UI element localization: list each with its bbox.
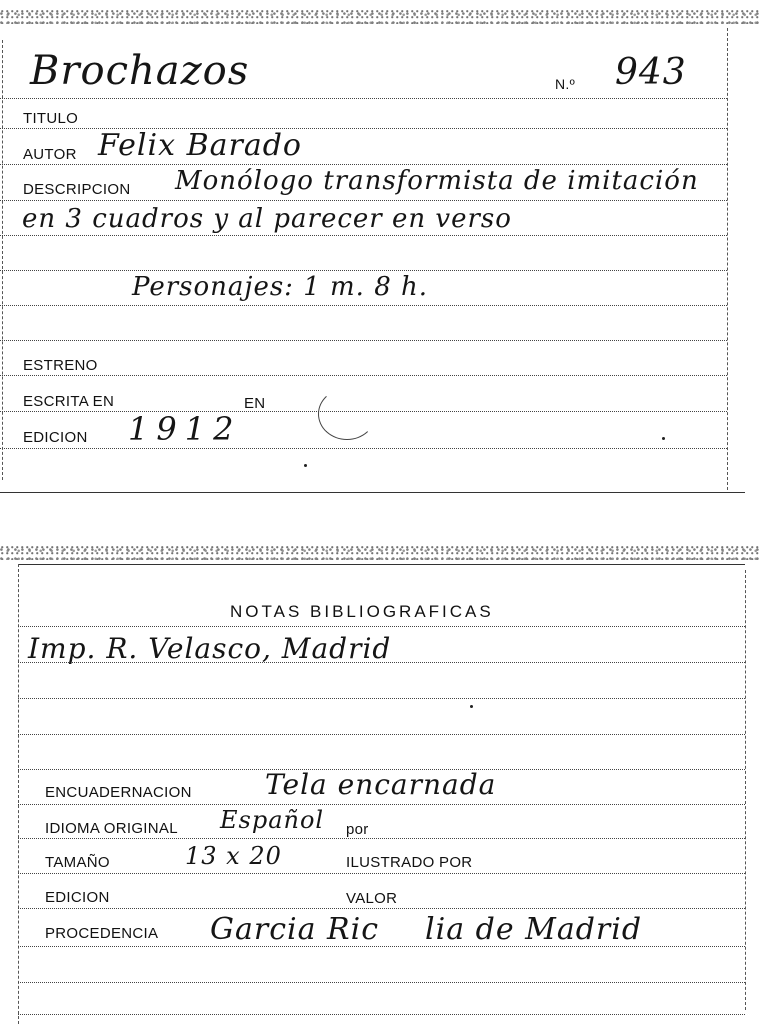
procedencia-value-part-b: lia de Madrid xyxy=(425,912,643,947)
ilustrado-por-label: ILUSTRADO POR xyxy=(346,854,473,871)
estreno-label: ESTRENO xyxy=(23,357,98,374)
rule-line xyxy=(18,873,745,874)
card-top-left-border xyxy=(2,40,3,480)
rule-line xyxy=(18,838,745,839)
rule-line xyxy=(0,200,727,201)
title-handwritten: Brochazos xyxy=(30,48,250,94)
ink-dot xyxy=(304,464,307,467)
rule-line xyxy=(0,98,727,99)
ink-dot xyxy=(662,437,665,440)
rule-line xyxy=(18,908,745,909)
encuadernacion-label: ENCUADERNACION xyxy=(45,784,192,801)
procedencia-label: PROCEDENCIA xyxy=(45,925,159,942)
edicion-label: EDICION xyxy=(45,889,110,906)
notas-heading: NOTAS BIBLIOGRAFICAS xyxy=(230,602,494,621)
card-bottom-top-edge xyxy=(18,564,745,565)
rule-line xyxy=(0,164,727,165)
descripcion-line-1: Monólogo transformista de imitación xyxy=(175,166,699,196)
number-value: 943 xyxy=(615,52,687,93)
titulo-label: TITULO xyxy=(23,110,79,127)
rule-line xyxy=(18,1014,745,1015)
card-bottom-right-border xyxy=(745,570,746,1010)
descripcion-label: DESCRIPCION xyxy=(23,181,131,198)
rule-line xyxy=(0,270,727,271)
rule-line xyxy=(0,305,727,306)
card-bottom-torn-edge xyxy=(0,546,759,560)
catalog-card-bottom xyxy=(0,540,759,1028)
rule-line xyxy=(18,626,745,627)
rule-line xyxy=(0,448,727,449)
card-bottom-left-border xyxy=(18,564,19,1024)
descripcion-line-2: en 3 cuadros y al parecer en verso xyxy=(22,204,512,234)
rule-line xyxy=(18,734,745,735)
valor-label: VALOR xyxy=(346,890,398,907)
rule-line xyxy=(0,235,727,236)
en-label: EN xyxy=(244,395,266,412)
procedencia-value-part-a: Garcia Ric xyxy=(210,912,379,947)
encuadernacion-value: Tela encarnada xyxy=(265,768,497,801)
tamano-value: 13 x 20 xyxy=(185,842,282,870)
catalog-card-top xyxy=(0,0,759,500)
card-top-bottom-edge xyxy=(0,492,745,493)
idioma-original-value: Español xyxy=(220,806,325,834)
tamano-label: TAMAÑO xyxy=(45,854,110,871)
rule-line xyxy=(18,804,745,805)
autor-label: AUTOR xyxy=(23,146,77,163)
card-top-right-border xyxy=(727,28,728,490)
por-label: por xyxy=(346,821,369,838)
card-top-torn-edge xyxy=(0,10,759,24)
personajes-value: Personajes: 1 m. 8 h. xyxy=(132,272,429,302)
autor-value: Felix Barado xyxy=(98,128,302,163)
edicion-label: EDICION xyxy=(23,429,88,446)
idioma-original-label: IDIOMA ORIGINAL xyxy=(45,820,178,837)
ink-dot xyxy=(470,705,473,708)
edicion-year: 1912 xyxy=(128,410,242,448)
rule-line xyxy=(18,698,745,699)
escrita-en-label: ESCRITA EN xyxy=(23,393,115,410)
rule-line xyxy=(18,982,745,983)
notas-line-1: Imp. R. Velasco, Madrid xyxy=(28,632,392,665)
rule-line xyxy=(0,340,727,341)
stamp-mark xyxy=(318,388,376,440)
rule-line xyxy=(0,375,727,376)
number-label: N.º xyxy=(555,76,576,92)
